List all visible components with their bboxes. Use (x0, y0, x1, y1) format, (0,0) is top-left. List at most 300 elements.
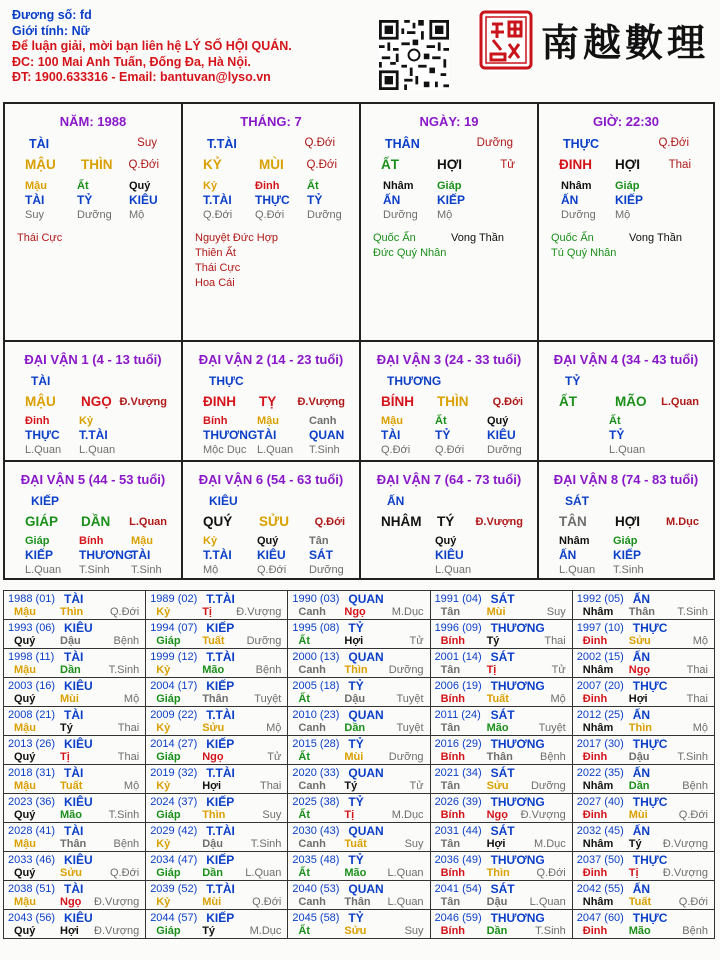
year-cell (288, 736, 430, 765)
year-stem: Bính (440, 751, 466, 763)
year-cell-content (431, 852, 572, 880)
hidden-stem: Kỷ (203, 535, 218, 547)
year-stage: Bệnh (255, 664, 282, 676)
year-cell-content (288, 852, 429, 880)
year-branch: Tị (60, 751, 70, 763)
year-row (4, 649, 715, 678)
year-label: 2043 (56) (8, 912, 56, 924)
year-cell-content (573, 649, 714, 677)
hidden-god: T.TÀI (203, 193, 232, 207)
year-branch: Tị (628, 867, 639, 879)
year-god: TÀI (64, 882, 84, 896)
year-stem: Đinh (582, 635, 608, 647)
year-label: 2047 (60) (576, 912, 624, 924)
year-branch: Dần (344, 722, 366, 734)
subject-gender: Giới tính: Nữ (12, 23, 90, 38)
year-cell (288, 591, 430, 620)
dai-van-title: ĐẠI VẬN 4 (34 - 43 tuổi) (553, 352, 699, 367)
year-stage: Tử (551, 664, 566, 676)
hidden-stage: Q.Đới (435, 444, 465, 456)
year-cell (572, 620, 714, 649)
year-label: 1988 (01) (8, 593, 56, 605)
year-stage: Thai (117, 722, 140, 734)
year-label: 2035 (48) (292, 854, 340, 866)
year-stage: T.Sinh (677, 751, 708, 763)
dai-van-cell (361, 462, 539, 578)
year-cell-content (288, 649, 429, 677)
hidden-god: THỰC (25, 428, 60, 442)
pillar-relation: Q.Đới (306, 159, 337, 171)
hidden-stage: T.Sinh (79, 564, 110, 576)
year-cell-content (288, 881, 429, 909)
year-stage: M.Dục (249, 925, 282, 937)
year-label: 2038 (51) (8, 883, 56, 895)
year-label: 2045 (58) (292, 912, 340, 924)
hidden-stem: Giáp (25, 535, 50, 547)
year-branch: Tị (344, 809, 355, 821)
year-label: 2009 (22) (150, 709, 198, 721)
year-stem: Kỷ (156, 838, 171, 850)
year-god: T.TÀI (206, 766, 235, 780)
year-god: KIÊU (64, 621, 93, 635)
year-branch: Hợi (344, 635, 364, 647)
dai-van-title: ĐẠI VẬN 2 (14 - 23 tuổi) (198, 352, 344, 367)
pillar-title: NĂM: 1988 (59, 114, 127, 129)
hidden-god: THƯƠNG (203, 428, 258, 442)
dai-van-god: THƯƠNG (387, 374, 442, 388)
year-branch: Dậu (486, 896, 508, 908)
year-row (4, 765, 715, 794)
contact-phone-email: ĐT: 1900.633316 - Email: bantuvan@lyso.vn (12, 70, 271, 84)
year-cell (430, 852, 572, 881)
year-cell (288, 823, 430, 852)
year-label: 2028 (41) (8, 825, 56, 837)
hidden-stem: Kỷ (79, 415, 94, 427)
year-god: T.TÀI (206, 708, 235, 722)
hidden-stem: Quý (487, 415, 509, 427)
year-cell (572, 765, 714, 794)
year-god: THỰC (632, 621, 668, 635)
year-stage: Thai (686, 693, 708, 705)
year-stem: Canh (298, 664, 326, 676)
dai-van-god: ẤN (387, 494, 405, 508)
year-stem: Tân (440, 606, 461, 618)
dai-van-stem: TÂN (559, 514, 587, 529)
dai-van-stem: BÍNH (381, 394, 414, 409)
year-branch: Mùi (344, 751, 364, 763)
dai-van-stem: NHÂM (381, 514, 422, 529)
hidden-stage: Dưỡng (77, 209, 112, 221)
pillar-god: THÂN (385, 137, 420, 151)
dai-van-god: TỶ (565, 374, 581, 388)
pillar-stage: Q.Đới (658, 137, 689, 149)
year-stem: Bính (440, 635, 466, 647)
year-branch: Dậu (60, 635, 81, 647)
year-cell-content (146, 620, 287, 648)
year-branch: Mùi (202, 896, 222, 908)
year-cell-content (146, 852, 287, 880)
hidden-stem: Đinh (25, 415, 50, 427)
hidden-stage: L.Quan (435, 564, 472, 576)
hidden-god: TỶ (307, 193, 323, 207)
hidden-stem: Mậu (381, 415, 403, 427)
pillar-stage: Suy (137, 137, 157, 149)
year-stage: Bệnh (113, 635, 140, 647)
year-god: QUAN (348, 708, 384, 722)
year-cell (4, 881, 146, 910)
year-god: THƯƠNG (490, 737, 545, 751)
year-cell-content (573, 736, 714, 764)
pillar-stem: ĐINH (559, 157, 592, 172)
pillar-cell (539, 104, 713, 342)
year-cell-content (431, 649, 572, 677)
hidden-stage: L.Quan (79, 444, 116, 456)
hidden-stage: Q.Đới (203, 209, 233, 221)
year-stage: Thai (686, 664, 708, 676)
year-cell (288, 852, 430, 881)
year-cell (430, 649, 572, 678)
year-god: THƯƠNG (490, 621, 545, 635)
year-cell-content (573, 765, 714, 793)
year-row (4, 591, 715, 620)
year-stage: Suy (546, 606, 566, 618)
dai-van-stem: MẬU (25, 394, 56, 409)
year-cell (430, 794, 572, 823)
hidden-stage: Mộ (203, 564, 219, 576)
year-cell-content (573, 620, 714, 648)
year-god: THƯƠNG (490, 679, 545, 693)
year-label: 2040 (53) (292, 883, 340, 895)
year-god: THỰC (632, 853, 668, 867)
dai-van-title: ĐẠI VẬN 6 (54 - 63 tuổi) (198, 472, 344, 487)
year-label: 2029 (42) (150, 825, 198, 837)
hidden-stage: Suy (25, 209, 44, 221)
year-stage: Tử (409, 780, 424, 792)
year-cell-content (4, 823, 145, 851)
hidden-stage: T.Sinh (309, 444, 340, 456)
year-stem: Ất (298, 751, 310, 763)
year-cell (572, 678, 714, 707)
hidden-stage: T.Sinh (131, 564, 162, 576)
hidden-stem: Ất (435, 415, 447, 427)
year-label: 2004 (17) (150, 680, 198, 692)
year-branch: Ngọ (202, 751, 224, 763)
year-stage: Thai (259, 780, 282, 792)
contact-note: Để luận giải, mời bạn liên hệ LÝ SỐ HỘI QUÁN. (12, 39, 292, 53)
year-branch: Hợi (60, 925, 79, 937)
hidden-god: T.TÀI (79, 428, 108, 442)
year-label: 2046 (59) (434, 912, 482, 924)
year-god: ẤN (632, 882, 651, 896)
year-cell (146, 823, 288, 852)
dai-van-cell (539, 462, 713, 578)
year-cell-content (146, 678, 287, 706)
dai-van-cell (539, 342, 713, 462)
hidden-stage: L.Quan (25, 564, 62, 576)
year-god: SÁT (490, 882, 515, 896)
year-row (4, 620, 715, 649)
year-branch: Hợi (486, 838, 506, 850)
dai-van-stem: ĐINH (203, 394, 236, 409)
year-branch: Mão (344, 867, 367, 879)
hidden-god: ẤN (383, 193, 401, 207)
year-cell (146, 794, 288, 823)
dai-van-stem: QUÝ (203, 514, 233, 529)
year-god: TỶ (348, 853, 364, 867)
year-god: ẤN (632, 708, 651, 722)
year-stage: M.Dục (533, 838, 566, 850)
year-label: 2022 (35) (576, 767, 624, 779)
hidden-stage: Mộ (437, 209, 453, 221)
dai-van-relation: Đ.Vượng (475, 516, 523, 528)
year-stem: Quý (14, 925, 36, 937)
year-cell-content (288, 910, 429, 938)
year-label: 2044 (57) (150, 912, 198, 924)
dai-van-branch: MÃO (615, 394, 647, 409)
pillar-star: Vong Thần (451, 232, 505, 244)
year-stage: Mộ (692, 635, 708, 647)
hidden-stage: L.Quan (559, 564, 596, 576)
year-cell-content (4, 678, 145, 706)
hidden-stage: Q.Đới (381, 444, 411, 456)
year-cell-content (431, 765, 572, 793)
year-cell (288, 881, 430, 910)
dai-van-god: KIẾP (31, 494, 60, 508)
year-branch: Thân (60, 838, 87, 850)
year-label: 2042 (55) (576, 883, 624, 895)
dai-van-title: ĐẠI VẬN 8 (74 - 83 tuổi) (553, 472, 699, 487)
year-cell (288, 678, 430, 707)
year-cell (146, 591, 288, 620)
year-branch: Hợi (628, 693, 648, 705)
year-god: ẤN (632, 766, 651, 780)
hidden-stem: Quý (435, 535, 457, 547)
year-stem: Mậu (14, 838, 36, 850)
year-stem: Tân (440, 896, 461, 908)
year-cell (146, 765, 288, 794)
year-branch: Tuất (628, 896, 652, 908)
year-cell-content (288, 823, 429, 851)
year-row (4, 881, 715, 910)
hidden-stage: Mộ (615, 209, 631, 221)
year-label: 2020 (33) (292, 767, 340, 779)
hidden-stem: Nhâm (561, 180, 592, 192)
year-stage: M.Dục (391, 809, 424, 821)
year-branch: Thân (486, 751, 513, 763)
hidden-god: KIÊU (435, 548, 464, 562)
year-label: 2015 (28) (292, 738, 340, 750)
hidden-stem: Giáp (615, 180, 640, 192)
year-label: 2012 (25) (576, 709, 624, 721)
year-cell-content (146, 823, 287, 851)
hidden-stem: Tân (309, 535, 329, 547)
year-label: 1993 (06) (8, 622, 56, 634)
year-stem: Mậu (14, 606, 36, 618)
year-stem: Giáp (156, 867, 181, 879)
year-god: KIÊU (64, 911, 93, 925)
year-cell-content (288, 707, 429, 735)
year-stem: Quý (14, 635, 36, 647)
year-cell (430, 591, 572, 620)
year-stage: L.Quan (529, 896, 566, 908)
year-cell-content (573, 707, 714, 735)
year-cell (572, 649, 714, 678)
year-stage: Tuyệt (396, 722, 424, 734)
dai-van-relation: Đ.Vượng (297, 396, 345, 408)
year-god: ẤN (632, 824, 651, 838)
year-stage: Đ.Vượng (94, 925, 140, 937)
dai-van-title: ĐẠI VẬN 5 (44 - 53 tuổi) (20, 472, 166, 487)
year-cell (572, 910, 714, 939)
year-cell (430, 707, 572, 736)
year-god: TÀI (64, 650, 84, 664)
year-cell (288, 620, 430, 649)
year-stem: Tân (440, 838, 461, 850)
year-label: 2023 (36) (8, 796, 56, 808)
pillar-star: Thiên Ất (195, 247, 236, 259)
year-stem: Canh (298, 780, 326, 792)
year-cell (572, 591, 714, 620)
year-branch: Ngọ (628, 664, 651, 676)
year-god: TÀI (64, 708, 84, 722)
hidden-god: KIẾP (25, 548, 54, 562)
year-cell (288, 649, 430, 678)
pillar-god: THỰC (563, 137, 600, 151)
hidden-god: THƯƠNG (79, 548, 134, 562)
year-stage: Đ.Vượng (236, 606, 282, 618)
year-god: KIẾP (206, 911, 235, 925)
year-branch: Thìn (202, 809, 226, 821)
year-stem: Đinh (582, 751, 608, 763)
year-stage: Dưỡng (530, 780, 566, 792)
year-label: 2000 (13) (292, 651, 340, 663)
year-cell-content (4, 852, 145, 880)
year-stem: Nhâm (582, 606, 614, 618)
year-god: QUAN (348, 650, 384, 664)
hidden-god: TỶ (609, 428, 625, 442)
year-branch: Tý (344, 780, 358, 792)
year-branch: Mão (202, 664, 225, 676)
year-label: 2026 (39) (434, 796, 482, 808)
year-god: SÁT (490, 708, 515, 722)
year-label: 1994 (07) (150, 622, 198, 634)
hidden-god: TỶ (435, 428, 451, 442)
year-label: 2005 (18) (292, 680, 340, 692)
year-stem: Kỷ (156, 664, 171, 676)
dai-van-title: ĐẠI VẬN 7 (64 - 73 tuổi) (376, 472, 522, 487)
year-cell (430, 678, 572, 707)
year-stage: Q.Đới (536, 867, 566, 879)
hidden-god: KIÊU (487, 428, 516, 442)
year-god: TÀI (64, 824, 84, 838)
year-cell-content (4, 591, 145, 619)
year-cell (430, 620, 572, 649)
year-stem: Mậu (14, 664, 36, 676)
pillar-star: Nguyệt Đức Hợp (195, 232, 279, 244)
pillar-star: Đức Quý Nhân (373, 247, 447, 259)
hidden-stage: Dưỡng (309, 564, 344, 576)
year-label: 2003 (16) (8, 680, 56, 692)
year-stage: Mộ (266, 722, 282, 734)
year-branch: Thìn (344, 664, 368, 676)
year-cell (430, 823, 572, 852)
year-label: 2037 (50) (576, 854, 624, 866)
year-stem: Ất (298, 693, 310, 705)
hidden-stage: L.Quan (257, 444, 294, 456)
year-branch: Tý (202, 925, 216, 937)
hidden-god: TỶ (77, 193, 93, 207)
year-cell-content (288, 620, 429, 648)
dai-van-cell (183, 342, 361, 462)
year-stem: Mậu (14, 896, 36, 908)
hidden-god: KIÊU (129, 193, 158, 207)
pillar-title: GIỜ: 22:30 (592, 114, 659, 129)
year-stage: Tử (409, 635, 424, 647)
year-label: 2016 (29) (434, 738, 482, 750)
year-stem: Nhâm (582, 896, 614, 908)
year-label: 2031 (44) (434, 825, 482, 837)
year-god: QUAN (348, 592, 384, 606)
year-stage: Q.Đới (678, 896, 708, 908)
year-cell-content (431, 620, 572, 648)
year-stem: Giáp (156, 693, 181, 705)
pillar-stem: MẬU (25, 157, 56, 172)
year-cell (430, 881, 572, 910)
pillar-god: TÀI (29, 137, 50, 151)
year-cell-content (146, 591, 287, 619)
year-god: TỶ (348, 911, 364, 925)
hidden-stem: Bính (79, 535, 104, 547)
year-stage: Thai (544, 635, 566, 647)
year-branch: Ngọ (60, 896, 82, 908)
year-cell (146, 649, 288, 678)
hidden-stage: Dưỡng (561, 209, 596, 221)
year-stem: Canh (298, 722, 326, 734)
year-stem: Quý (14, 867, 36, 879)
hidden-stem: Mậu (25, 180, 47, 192)
hidden-stem: Nhâm (383, 180, 414, 192)
year-branch: Tý (60, 722, 73, 734)
year-cell-content (573, 678, 714, 706)
year-stage: Bệnh (540, 751, 566, 763)
dai-van-title: ĐẠI VẬN 3 (24 - 33 tuổi) (376, 352, 522, 367)
year-god: ẤN (632, 592, 651, 606)
pillar-cell (361, 104, 539, 342)
year-god: TỶ (348, 737, 364, 751)
year-stage: Mộ (550, 693, 566, 705)
year-branch: Ngọ (486, 809, 508, 821)
year-stem: Giáp (156, 925, 181, 937)
year-stem: Kỷ (156, 780, 171, 792)
year-branch: Sửu (60, 867, 83, 879)
year-stem: Nhâm (582, 664, 614, 676)
year-branch: Mão (628, 925, 651, 937)
year-branch: Tuất (344, 838, 367, 850)
year-god: THỰC (632, 911, 668, 925)
year-cell-content (573, 852, 714, 880)
year-branch: Sửu (202, 722, 225, 734)
year-stem: Nhâm (582, 780, 614, 792)
year-god: T.TÀI (206, 824, 235, 838)
year-cell-content (146, 707, 287, 735)
year-cell-content (146, 736, 287, 764)
pillar-stage: Dưỡng (476, 137, 513, 149)
year-stem: Canh (298, 606, 326, 618)
year-stem: Nhâm (582, 722, 614, 734)
year-stem: Mậu (14, 722, 36, 734)
year-cell-content (431, 591, 572, 619)
year-stem: Bính (440, 867, 466, 879)
